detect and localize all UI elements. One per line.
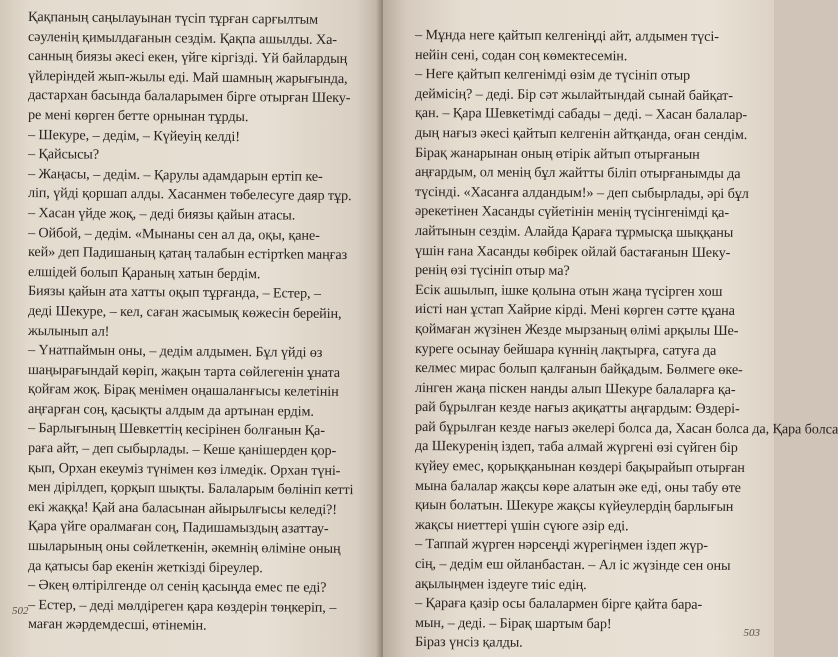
- text-line: – Барлығының Шевкеттің кесірінен болғанын Қа-: [27, 420, 325, 440]
- text-line: ліп, үйді қоршап алды. Хасанмен төбелесуге даяр тұр.: [27, 185, 352, 205]
- text-line: Біраз үнсіз қалды.: [414, 634, 523, 652]
- text-line: иісті нан ұстап Хайрие кірді. Мені көрген сәтте құана: [414, 301, 735, 320]
- text-line: лінген жаңа піскен нанды алып Шекуре балаларға қа-: [414, 379, 736, 398]
- text-line: – Мұнда неге қайтып келгеніңді айт, алдымен түсі-: [414, 27, 719, 45]
- text-line: Қара үйге оралмаған соң, Падишамыздың азаттау-: [27, 518, 329, 538]
- right-page-text: [414, 26, 838, 653]
- text-line: – Ойбой, – дедім. «Мынаны сен ал да, оқы, қане-: [27, 224, 320, 244]
- left-page: [0, 0, 383, 657]
- text-line: үшін ғана Хасанды көбірек ойлай бастағанын Шеку-: [414, 242, 731, 261]
- text-line: мына балалар жақсы көре алатын әке еді, оны табу өте: [414, 477, 741, 496]
- text-line: қиын болатын. Шекуре жақсы күйеулердің барлығын: [414, 497, 734, 516]
- text-line: жақсы ниеттері үшін сүюге әзір еді.: [414, 516, 629, 535]
- text-line: – Қараға қазір осы балалармен бірге қайта бара-: [414, 595, 703, 613]
- text-line: маған жәрдемдесші, өтінемін.: [27, 616, 207, 635]
- text-line: күйеу емес, қорыққанынан көздері бақырайып отырған: [414, 458, 745, 477]
- text-line: екі жаққа! Қай ана баласынан айырылғысы келеді?!: [27, 498, 337, 518]
- text-line: аңғарған соң, қасықты алдым да артынан ердім.: [27, 400, 314, 420]
- text-line: мен дірілдеп, қорқып шықты. Балаларым бөлініп кетті: [27, 479, 354, 499]
- text-line: да қатысы бар екенін жеткізді біреулер.: [27, 557, 263, 576]
- text-line: куреге осынау бейшара күннің лақтырға, сатуға да: [414, 340, 717, 359]
- text-line: – Таппай жүрген нәрсеңді жүрегіңмен іздеп жүр-: [414, 536, 708, 555]
- text-line: лайтынын сездім. Алайда Қараға тұрмысқа шыққаны: [414, 222, 734, 241]
- text-line: деймісің? – деді. Бір сәт жылайтындай сынай байқат-: [414, 85, 733, 104]
- text-line: – Әкең өлтірілгенде ол сенің қасыңда емес пе еді?: [27, 577, 327, 597]
- text-line: нейін сені, содан соң көмектесемін.: [414, 46, 628, 64]
- text-line: қып, Орхан екеуміз түнімен көз ілмедік. Орхан түні-: [27, 459, 341, 479]
- text-line: сәуленің қимылдағанын сездім. Қақпа ашылды. Ха-: [27, 28, 338, 48]
- text-line: Есік ашылып, ішке қолына отын жаңа түсірген хош: [414, 281, 723, 300]
- left-page-text: [28, 8, 369, 635]
- text-line: елшідей болып Қараның хатын бердім.: [27, 263, 261, 282]
- text-line: дастархан басында балаларымен бірге отырған Шеку-: [27, 87, 351, 107]
- text-line: рай бұрылған кезде нағыз әкелері болса да, Хасан болса да, Қара болса: [414, 418, 838, 438]
- text-line: мын, – деді. – Бірақ шартым бар!: [414, 614, 612, 633]
- text-line: қоймаған жүзінен Жезде мырзаның өлімі арқылы Ше-: [414, 320, 739, 339]
- text-line: да Шекуренің іздеп, таба алмай жүргені өзі сүйген бір: [414, 438, 738, 457]
- text-line: Қақпаның саңылауынан түсіп тұрған сарғылтым: [27, 9, 319, 28]
- text-line: – Естер, – деді мөлдіреген қара көздерін төңкеріп, –: [27, 596, 337, 616]
- text-line: түсінді. «Хасанға алдандым!» – деп сыбырлады, әрі бұл: [414, 183, 749, 202]
- text-line: рай бұрылған кезде нағыз ақиқатты аңғардым: Өздері-: [414, 399, 740, 418]
- right-page: [383, 0, 838, 657]
- text-line: Бірақ жанарынан оның өтірік айтып отырғанын: [414, 144, 700, 163]
- text-line: – Үнатпаймын оны, – дедім алдымен. Бұл үйді өз: [27, 342, 323, 361]
- text-line: – Шекуре, – дедім, – Күйеуің келді!: [27, 126, 241, 145]
- text-line: ақылыңмен іздеуге тиіс едің.: [414, 575, 587, 593]
- text-line: – Жаңасы, – дедім. – Қарулы адамдарын ертіп ке-: [27, 165, 323, 185]
- text-line: үйлеріндей жып-жылы еді. Май шамның жарығында,: [27, 67, 348, 87]
- text-line: кей» деп Падишаның қатаң талабын естіртken маңғаз: [27, 244, 348, 264]
- text-line: шаңырағындай көріп, жақын тарта сөйлегенін ұната: [27, 361, 341, 381]
- text-line: жылынып ал!: [27, 322, 110, 340]
- text-line: – Неге қайтып келгенімді өзім де түсініп отыр: [414, 66, 691, 84]
- text-line: шыларының оны сөйлеткенін, әкемнің өліміне оның: [27, 538, 341, 558]
- text-line: аңғардым, ол менің бұл жайтты біліп отырғанымды да: [414, 164, 741, 183]
- text-line: дың нағыз әкесі қайтып келгенін айтқанда, оған сендім.: [414, 124, 748, 143]
- text-line: – Қайсысы?: [27, 146, 100, 163]
- text-line: деді Шекуре, – кел, саған жасымық көжесін берейін,: [27, 302, 342, 322]
- text-line: қойғам жоқ. Бірақ менімен оңашаланғысы келетінін: [27, 381, 339, 401]
- text-line: әрекетінен Хасанды сүйетінін менің түсінгенімді қа-: [414, 203, 730, 222]
- text-line: сің, – дедім еш ойланбастан. – Ал іс жүзінде сен оны: [414, 556, 731, 574]
- text-line: раға айт, – деп сыбырлады. – Кеше қанішерден қор-: [27, 440, 337, 460]
- text-line: қан. – Қара Шевкетімді сабады – деді. – Хасан балалар-: [414, 105, 748, 124]
- text-line: Биязы қайын ата хатты оқып тұрғанда, – Естер, –: [27, 283, 321, 303]
- text-line: санның биязы әкесі екен, үйге кіргізді. Үй байлардың: [27, 48, 348, 68]
- text-line: келмес мирас болып қалғанын байқадым. Бөлмеге өке-: [414, 360, 743, 379]
- left-page-number: 502: [12, 605, 29, 617]
- text-line: ре мені көрген бетте орнынан тұрды.: [27, 106, 249, 126]
- text-line: – Хасан үйде жоқ, – деді биязы қайын атасы.: [27, 204, 296, 224]
- text-line: ренің өзі түсініп отыр ма?: [414, 262, 570, 280]
- right-page-number: 503: [743, 627, 760, 639]
